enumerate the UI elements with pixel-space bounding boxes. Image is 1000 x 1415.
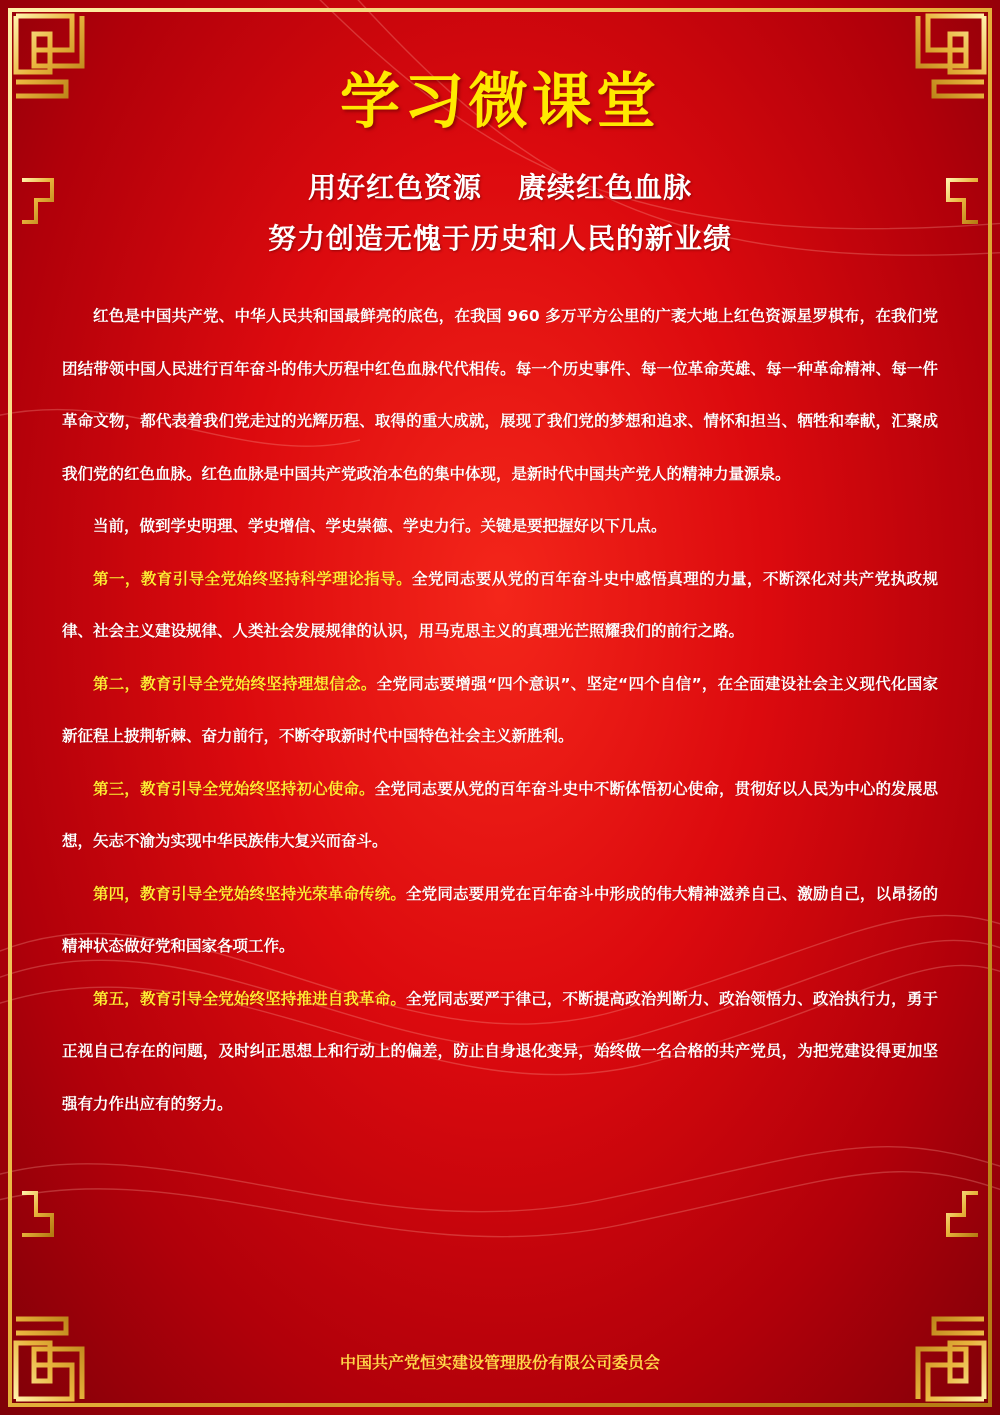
paragraph-intro xyxy=(62,290,938,500)
paragraph-text: 全党同志要用党在百年奋斗中形成的伟大精神滋养自己、激励自己，以昂扬的精神状态做好党和国家各项工作。 xyxy=(62,884,938,955)
paragraph-point-3 xyxy=(62,763,938,868)
point-heading: 第一，教育引导全党始终坚持科学理论指导。 xyxy=(93,569,413,588)
subtitle-part-1: 用好红色资源 xyxy=(307,171,482,204)
point-heading: 第三，教育引导全党始终坚持初心使命。 xyxy=(93,779,375,798)
page-title: 学习微课堂 xyxy=(340,67,660,137)
paragraph-text: 当前，做到学史明理、学史增信、学史崇德、学史力行。关键是要把握好以下几点。 xyxy=(93,517,667,535)
paragraph-point-5 xyxy=(62,973,938,1131)
footer-organization: 中国共产党恒实建设管理股份有限公司委员会 xyxy=(339,1353,660,1372)
point-heading: 第四，教育引导全党始终坚持光荣革命传统。 xyxy=(93,884,407,903)
paragraph-text: 全党同志要增强“四个意识”、坚定“四个自信”，在全面建设社会主义现代化国家新征程上披荆斩棘、奋力前行，不断夺取新时代中国特色社会主义新胜利。 xyxy=(62,674,938,745)
paragraph-text: 全党同志要从党的百年奋斗史中不断体悟初心使命，贯彻好以人民为中心的发展思想，矢志不渝为实现中华民族伟大复兴而奋斗。 xyxy=(62,779,938,850)
paragraph-text: 全党同志要严于律己，不断提高政治判断力、政治领悟力、政治执行力，勇于正视自己存在的问题，及时纠正思想上和行动上的偏差，防止自身退化变异，始终做一名合格的共产党员，为把党建设得更加坚强有力作出应有的努力。 xyxy=(62,989,938,1113)
subtitle-line-2: 努力创造无愧于历史和人民的新业绩 xyxy=(267,222,732,255)
paragraph-point-1 xyxy=(62,553,938,658)
article-body xyxy=(62,290,938,1130)
paragraph-text: 全党同志要从党的百年奋斗史中感悟真理的力量，不断深化对共产党执政规律、社会主义建设规律、人类社会发展规律的认识，用马克思主义的真理光芒照耀我们的前行之路。 xyxy=(62,569,938,640)
paragraph-point-2 xyxy=(62,658,938,763)
point-heading: 第五，教育引导全党始终坚持推进自我革命。 xyxy=(93,989,407,1008)
subtitle-part-2: 赓续红色血脉 xyxy=(518,171,693,204)
paragraph-current xyxy=(62,500,938,553)
subtitle-line-1 xyxy=(0,166,1000,206)
point-heading: 第二，教育引导全党始终坚持理想信念。 xyxy=(93,674,377,693)
paragraph-point-4 xyxy=(62,868,938,973)
paragraph-text: 红色是中国共产党、中华人民共和国最鲜亮的底色，在我国 960 多万平方公里的广袤大地上红色资源星罗棋布，在我们党团结带领中国人民进行百年奋斗的伟大历程中红色血脉代代相传。每一个历史事件、每一位革命英雄、每一种革命精神、每一件革命文物，都代表着我们党走过的光辉历程、取得的重大成就，展现了我们党的梦想和追求、情怀和担当、牺牲和奉献，汇聚成我们党的红色血脉。红色血脉是中国共产党政治本色的集中体现，是新时代中国共产党人的精神力量源泉。 xyxy=(62,307,938,483)
